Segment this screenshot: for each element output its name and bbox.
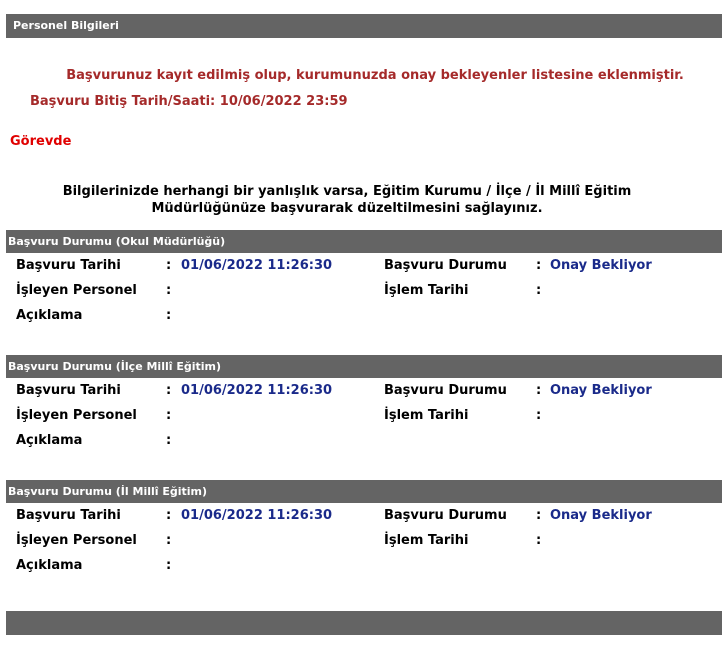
colon: : xyxy=(536,533,542,548)
application-status-label: Başvuru Durumu xyxy=(384,508,507,523)
colon: : xyxy=(166,258,172,273)
application-deadline: Başvuru Bitiş Tarih/Saati: 10/06/2022 23:59 xyxy=(30,94,348,109)
process-date-label: İşlem Tarihi xyxy=(384,283,469,298)
processing-row xyxy=(6,528,722,553)
section-header: Başvuru Durumu (İl Millî Eğitim) xyxy=(6,480,722,503)
description-label: Açıklama xyxy=(16,558,83,573)
page-title: Personel Bilgileri xyxy=(13,19,119,32)
description-row xyxy=(6,428,722,453)
section-header: Başvuru Durumu (Okul Müdürlüğü) xyxy=(6,230,722,253)
colon: : xyxy=(166,383,172,398)
process-date-label: İşlem Tarihi xyxy=(384,533,469,548)
colon: : xyxy=(536,383,542,398)
page-header xyxy=(6,14,722,38)
colon: : xyxy=(166,533,172,548)
application-row xyxy=(6,253,722,278)
section-district-education xyxy=(6,355,722,453)
application-status-value: Onay Bekliyor xyxy=(550,508,652,523)
processing-staff-label: İşleyen Personel xyxy=(16,283,137,298)
colon: : xyxy=(536,508,542,523)
description-row xyxy=(6,303,722,328)
application-date-value: 01/06/2022 11:26:30 xyxy=(181,258,333,273)
description-label: Açıklama xyxy=(16,308,83,323)
colon: : xyxy=(166,283,172,298)
colon: : xyxy=(166,408,172,423)
section-header: Başvuru Durumu (İlçe Millî Eğitim) xyxy=(6,355,722,378)
processing-row xyxy=(6,278,722,303)
footer-bar xyxy=(6,611,722,635)
colon: : xyxy=(536,258,542,273)
application-date-label: Başvuru Tarihi xyxy=(16,258,121,273)
processing-row xyxy=(6,403,722,428)
application-date-value: 01/06/2022 11:26:30 xyxy=(181,383,333,398)
colon: : xyxy=(166,558,172,573)
colon: : xyxy=(536,283,542,298)
application-row xyxy=(6,378,722,403)
processing-staff-label: İşleyen Personel xyxy=(16,408,137,423)
application-date-label: Başvuru Tarihi xyxy=(16,383,121,398)
colon: : xyxy=(166,433,172,448)
description-label: Açıklama xyxy=(16,433,83,448)
application-status-value: Onay Bekliyor xyxy=(550,258,652,273)
colon: : xyxy=(166,508,172,523)
colon: : xyxy=(536,408,542,423)
registration-notice: Başvurunuz kayıt edilmiş olup, kurumunuzda onay bekleyenler listesine eklenmiştir. xyxy=(66,68,684,83)
correction-info: Bilgilerinizde herhangi bir yanlışlık varsa, Eğitim Kurumu / İlçe / İl Millî Eğitim Müdürlüğünüze başvurarak düzeltilmesini sağlayınız. xyxy=(62,184,632,216)
application-date-value: 01/06/2022 11:26:30 xyxy=(181,508,333,523)
employment-status: Görevde xyxy=(10,134,72,149)
description-row xyxy=(6,553,722,578)
application-status-value: Onay Bekliyor xyxy=(550,383,652,398)
section-school-directorate xyxy=(6,230,722,328)
application-status-label: Başvuru Durumu xyxy=(384,258,507,273)
application-date-label: Başvuru Tarihi xyxy=(16,508,121,523)
colon: : xyxy=(166,308,172,323)
application-status-label: Başvuru Durumu xyxy=(384,383,507,398)
section-province-education xyxy=(6,480,722,578)
processing-staff-label: İşleyen Personel xyxy=(16,533,137,548)
process-date-label: İşlem Tarihi xyxy=(384,408,469,423)
application-row xyxy=(6,503,722,528)
